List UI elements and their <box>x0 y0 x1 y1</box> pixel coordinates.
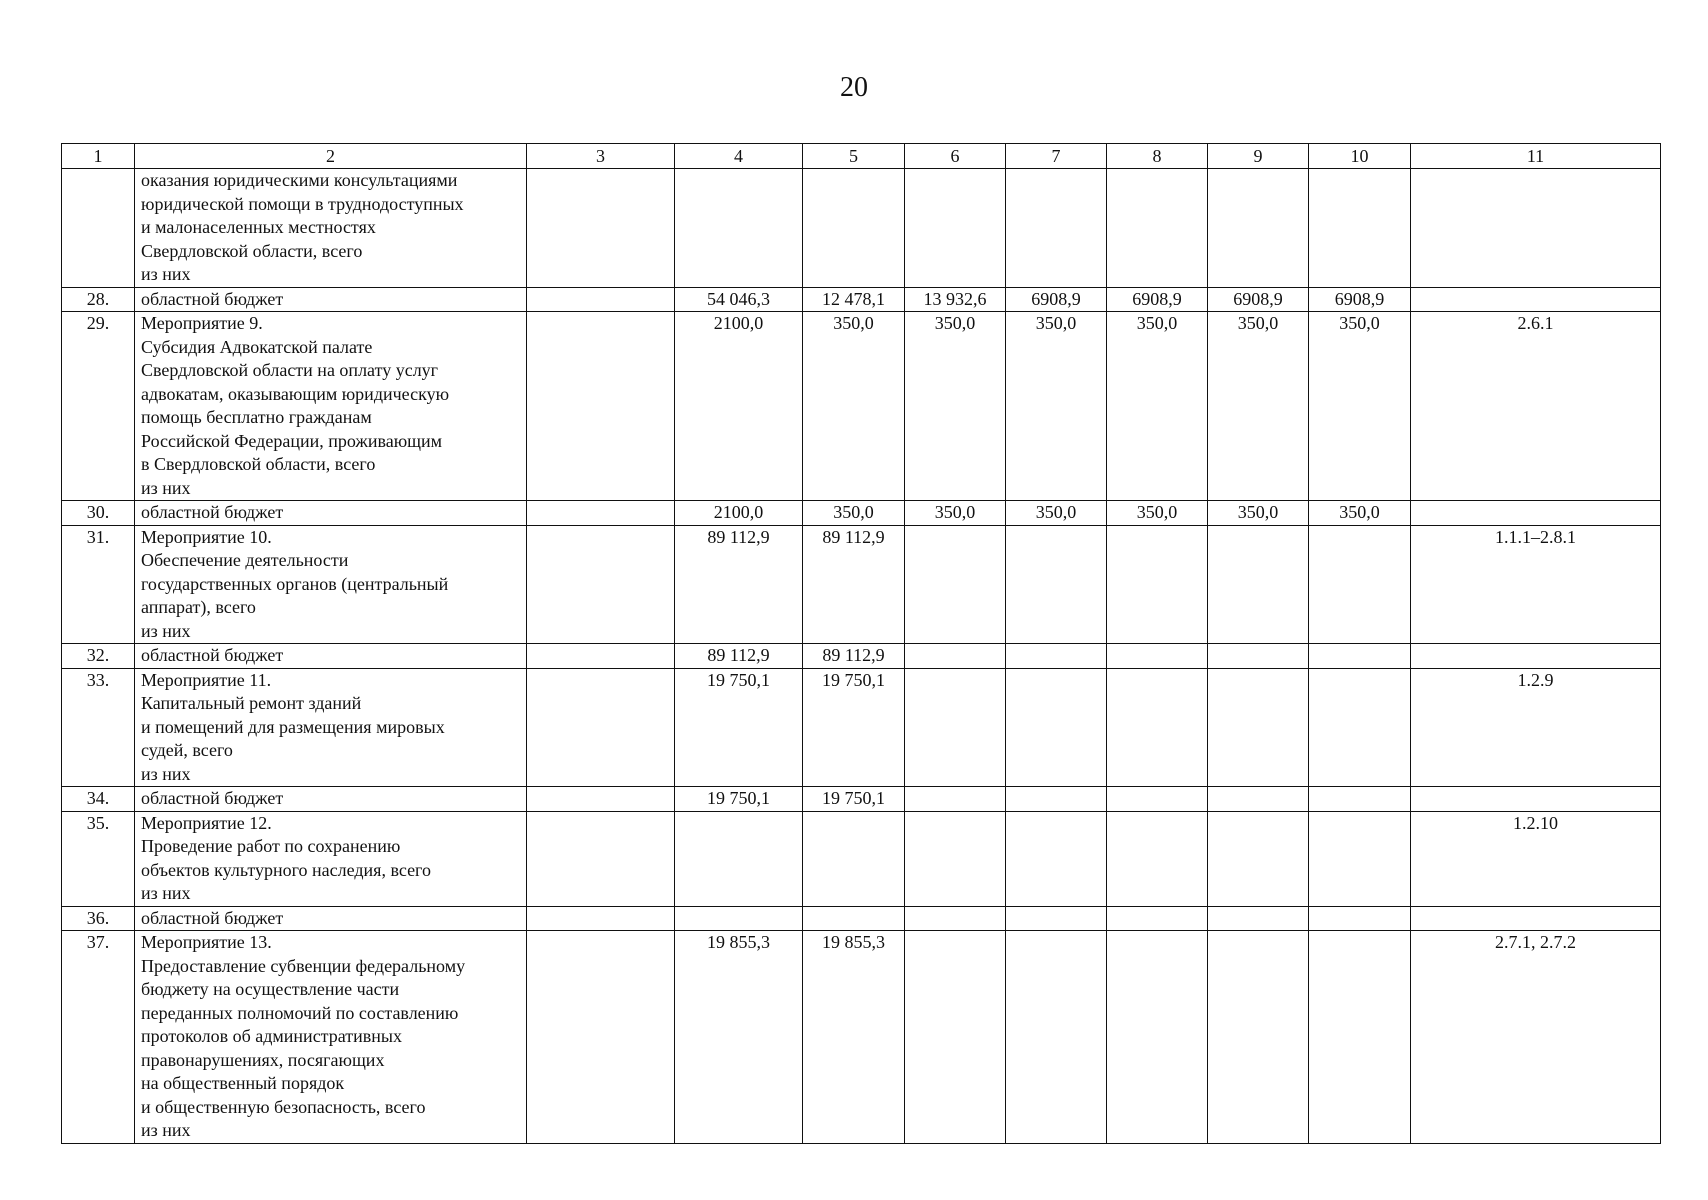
row-number <box>62 169 135 288</box>
target-reference <box>1411 787 1661 812</box>
row-number: 37. <box>62 931 135 1144</box>
cell-col-6 <box>905 644 1006 669</box>
cell-col-7 <box>1006 811 1107 906</box>
column-header: 9 <box>1208 144 1309 169</box>
cell-col-7 <box>1006 525 1107 644</box>
target-reference <box>1411 906 1661 931</box>
row-number: 29. <box>62 312 135 501</box>
cell-col-9: 6908,9 <box>1208 287 1309 312</box>
cell-col-10 <box>1309 906 1411 931</box>
cell-col-9: 350,0 <box>1208 501 1309 526</box>
cell-col-9 <box>1208 906 1309 931</box>
cell-col-7 <box>1006 787 1107 812</box>
target-reference: 2.7.1, 2.7.2 <box>1411 931 1661 1144</box>
cell-col-3 <box>527 169 675 288</box>
row-description: Мероприятие 13. Предоставление субвенции федеральному бюджету на осуществление части переданных полномочий по составлению протоколов об административных правонарушениях, посягающих на общественный порядок и общественную безопасность, всего из них <box>135 931 527 1144</box>
column-header: 6 <box>905 144 1006 169</box>
row-description: областной бюджет <box>135 287 527 312</box>
cell-col-10 <box>1309 931 1411 1144</box>
cell-col-5 <box>803 169 905 288</box>
row-number: 28. <box>62 287 135 312</box>
cell-col-3 <box>527 811 675 906</box>
cell-col-6 <box>905 906 1006 931</box>
cell-col-6: 13 932,6 <box>905 287 1006 312</box>
cell-col-10 <box>1309 811 1411 906</box>
cell-col-8: 6908,9 <box>1107 287 1208 312</box>
cell-col-5: 12 478,1 <box>803 287 905 312</box>
cell-col-5: 19 750,1 <box>803 668 905 787</box>
row-description: оказания юридическими консультациями юридической помощи в труднодоступных и малонаселенных местностях Свердловской области, всего из них <box>135 169 527 288</box>
target-reference: 1.2.10 <box>1411 811 1661 906</box>
cell-col-3 <box>527 906 675 931</box>
cell-col-4: 89 112,9 <box>675 644 803 669</box>
budget-table <box>61 143 1661 1144</box>
cell-col-4: 19 750,1 <box>675 787 803 812</box>
cell-col-8 <box>1107 668 1208 787</box>
cell-col-7 <box>1006 644 1107 669</box>
cell-col-10: 350,0 <box>1309 312 1411 501</box>
cell-col-4 <box>675 811 803 906</box>
cell-col-6 <box>905 169 1006 288</box>
row-number: 36. <box>62 906 135 931</box>
cell-col-3 <box>527 931 675 1144</box>
row-number: 33. <box>62 668 135 787</box>
cell-col-5: 350,0 <box>803 312 905 501</box>
cell-col-9 <box>1208 811 1309 906</box>
table-row <box>62 906 1661 931</box>
cell-col-8 <box>1107 931 1208 1144</box>
cell-col-3 <box>527 312 675 501</box>
cell-col-6 <box>905 525 1006 644</box>
cell-col-9 <box>1208 644 1309 669</box>
cell-col-6 <box>905 787 1006 812</box>
cell-col-5 <box>803 906 905 931</box>
table-row <box>62 169 1661 288</box>
cell-col-10: 6908,9 <box>1309 287 1411 312</box>
column-header: 4 <box>675 144 803 169</box>
row-description: Мероприятие 9. Субсидия Адвокатской палате Свердловской области на оплату услуг адвокатам, оказывающим юридическую помощь бесплатно гражданам Российской Федерации, проживающим в Свердловской области, всего из них <box>135 312 527 501</box>
cell-col-7 <box>1006 668 1107 787</box>
row-number: 30. <box>62 501 135 526</box>
cell-col-3 <box>527 644 675 669</box>
cell-col-3 <box>527 668 675 787</box>
row-description: областной бюджет <box>135 501 527 526</box>
page-number: 20 <box>840 72 868 103</box>
cell-col-9: 350,0 <box>1208 312 1309 501</box>
target-reference <box>1411 501 1661 526</box>
row-description: Мероприятие 10. Обеспечение деятельности государственных органов (центральный аппарат), всего из них <box>135 525 527 644</box>
row-number: 32. <box>62 644 135 669</box>
cell-col-3 <box>527 787 675 812</box>
cell-col-9 <box>1208 525 1309 644</box>
cell-col-10 <box>1309 525 1411 644</box>
cell-col-8 <box>1107 787 1208 812</box>
column-header: 8 <box>1107 144 1208 169</box>
cell-col-4: 19 855,3 <box>675 931 803 1144</box>
column-header: 7 <box>1006 144 1107 169</box>
cell-col-3 <box>527 287 675 312</box>
row-description: областной бюджет <box>135 787 527 812</box>
column-header: 10 <box>1309 144 1411 169</box>
cell-col-5: 19 750,1 <box>803 787 905 812</box>
table-row <box>62 668 1661 787</box>
row-number: 35. <box>62 811 135 906</box>
row-number: 34. <box>62 787 135 812</box>
row-description: Мероприятие 11. Капитальный ремонт зданий и помещений для размещения мировых судей, всего из них <box>135 668 527 787</box>
cell-col-7 <box>1006 169 1107 288</box>
cell-col-10 <box>1309 644 1411 669</box>
column-number-row <box>62 144 1661 169</box>
cell-col-4: 54 046,3 <box>675 287 803 312</box>
cell-col-10: 350,0 <box>1309 501 1411 526</box>
column-header: 1 <box>62 144 135 169</box>
cell-col-5: 19 855,3 <box>803 931 905 1144</box>
table-row <box>62 811 1661 906</box>
cell-col-5: 89 112,9 <box>803 525 905 644</box>
table-row <box>62 644 1661 669</box>
cell-col-4: 2100,0 <box>675 501 803 526</box>
cell-col-5: 350,0 <box>803 501 905 526</box>
target-reference <box>1411 169 1661 288</box>
cell-col-9 <box>1208 668 1309 787</box>
cell-col-8 <box>1107 906 1208 931</box>
cell-col-7: 350,0 <box>1006 501 1107 526</box>
table-row <box>62 787 1661 812</box>
cell-col-8 <box>1107 169 1208 288</box>
row-number: 31. <box>62 525 135 644</box>
row-description: Мероприятие 12. Проведение работ по сохранению объектов культурного наследия, всего из них <box>135 811 527 906</box>
target-reference <box>1411 644 1661 669</box>
target-reference: 1.1.1–2.8.1 <box>1411 525 1661 644</box>
target-reference: 2.6.1 <box>1411 312 1661 501</box>
cell-col-8 <box>1107 811 1208 906</box>
cell-col-6: 350,0 <box>905 312 1006 501</box>
cell-col-4 <box>675 906 803 931</box>
column-header: 3 <box>527 144 675 169</box>
cell-col-6 <box>905 811 1006 906</box>
cell-col-8: 350,0 <box>1107 312 1208 501</box>
cell-col-4: 19 750,1 <box>675 668 803 787</box>
cell-col-7: 6908,9 <box>1006 287 1107 312</box>
table-row <box>62 312 1661 501</box>
cell-col-5: 89 112,9 <box>803 644 905 669</box>
cell-col-10 <box>1309 787 1411 812</box>
cell-col-4: 89 112,9 <box>675 525 803 644</box>
cell-col-6 <box>905 931 1006 1144</box>
cell-col-8 <box>1107 525 1208 644</box>
row-description: областной бюджет <box>135 644 527 669</box>
row-description: областной бюджет <box>135 906 527 931</box>
cell-col-8 <box>1107 644 1208 669</box>
cell-col-9 <box>1208 931 1309 1144</box>
cell-col-10 <box>1309 668 1411 787</box>
target-reference <box>1411 287 1661 312</box>
table-row <box>62 287 1661 312</box>
cell-col-7: 350,0 <box>1006 312 1107 501</box>
column-header: 11 <box>1411 144 1661 169</box>
table-row <box>62 501 1661 526</box>
column-header: 2 <box>135 144 527 169</box>
cell-col-8: 350,0 <box>1107 501 1208 526</box>
cell-col-6: 350,0 <box>905 501 1006 526</box>
table-row <box>62 525 1661 644</box>
cell-col-7 <box>1006 931 1107 1144</box>
cell-col-10 <box>1309 169 1411 288</box>
cell-col-4: 2100,0 <box>675 312 803 501</box>
cell-col-3 <box>527 525 675 644</box>
table-row <box>62 931 1661 1144</box>
cell-col-6 <box>905 668 1006 787</box>
target-reference: 1.2.9 <box>1411 668 1661 787</box>
cell-col-9 <box>1208 787 1309 812</box>
cell-col-3 <box>527 501 675 526</box>
cell-col-7 <box>1006 906 1107 931</box>
cell-col-5 <box>803 811 905 906</box>
column-header: 5 <box>803 144 905 169</box>
cell-col-4 <box>675 169 803 288</box>
cell-col-9 <box>1208 169 1309 288</box>
